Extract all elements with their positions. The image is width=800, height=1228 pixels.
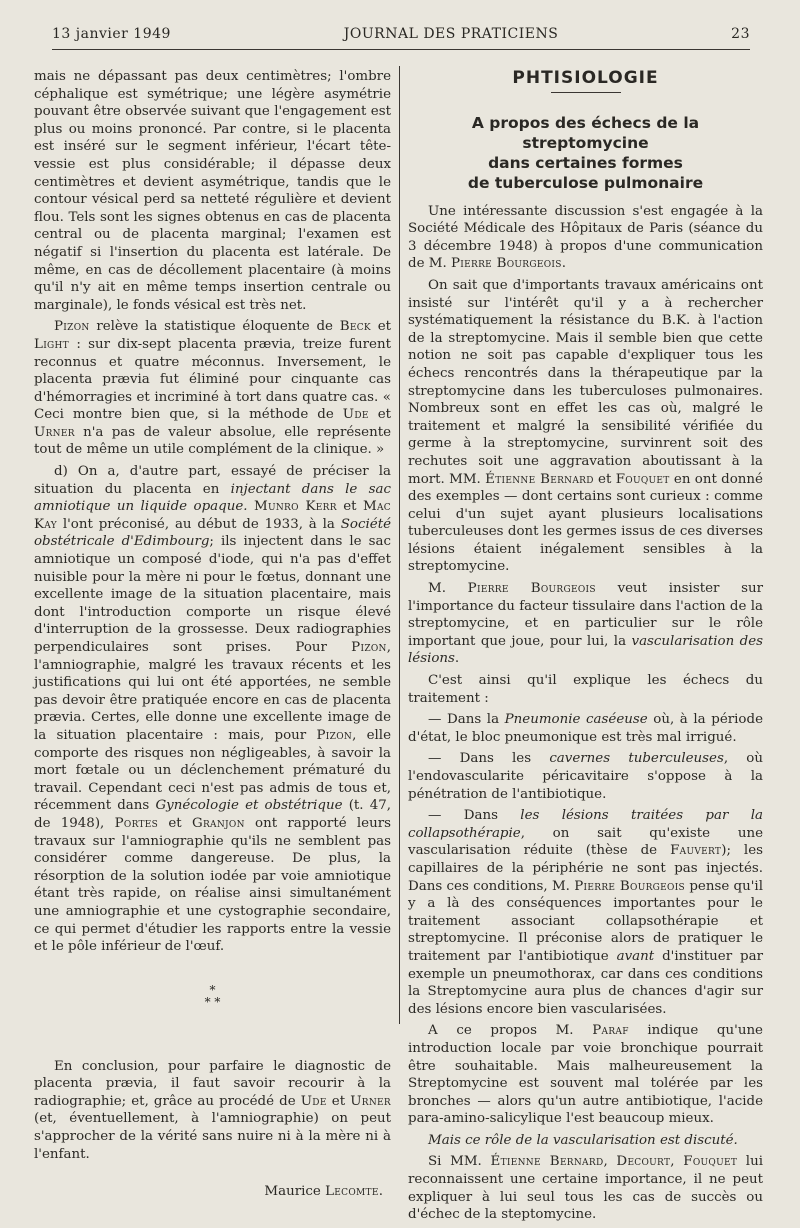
text-run: l'ont préconisé, au début de 1933, à la — [56, 516, 341, 532]
author-name: Pierre Bourgeois — [467, 581, 596, 597]
text-run: en ont donné des exemples — dont certains sont curieux : comme celui d'un sujet ayant plusieurs localisations tuberculeuses dont les germes issus de ces diverses lésions étaient inégalement sensibles à la streptomycine. — [408, 471, 763, 575]
text-run: , — [603, 1154, 617, 1170]
column-divider — [399, 66, 400, 1024]
author-name: Étienne Bernard — [490, 1154, 604, 1170]
text-run: ); les capillaires de la périphérie ne sont pas injectés. Dans ces conditions, M. — [408, 843, 763, 894]
text-run: — Dans les — [428, 751, 550, 767]
paragraph: C'est ainsi qu'il explique les échecs du traitement : — [408, 673, 763, 706]
paragraph: Mais ce rôle de la vascularisation est discuté. — [428, 1132, 738, 1148]
text-run: ; ils injectent dans le sac amniotique un composé d'iode, qui n'a pas d'effet nuisible pour la mère ni pour le fœtus, donnant une excellente image de la situation placentaire, mais dont l'introduction comporte un risque élevé d'interruption de la grossesse. Deux radiographies perpendiculaires sont prises. Pour — [34, 534, 391, 655]
text-run: , — [670, 1154, 684, 1170]
text-run: — Dans — [428, 808, 521, 824]
author-name: Pierre Bourgeois — [574, 878, 686, 894]
paragraph — [408, 750, 763, 803]
author-name: Light — [34, 336, 69, 352]
text-run: d) On a, d'autre part, essayé de préciser la situation du placenta en — [34, 464, 391, 497]
paragraph — [408, 711, 763, 746]
text-run: A ce propos M. — [428, 1023, 593, 1039]
author-name: Urner — [34, 424, 75, 440]
emphasis: vascularisation des lésions — [408, 633, 763, 667]
text-run: (et, éventuellement, à l'amniographie) on peut s'approcher de la vérité sans nuire ni à la mère ni à l'enfant. — [34, 1111, 391, 1162]
left-column — [34, 68, 391, 1201]
text-run: Si MM. — [428, 1154, 491, 1170]
author-name: Beck — [339, 319, 371, 335]
text-run: indique qu'une introduction locale par voie bronchique pourrait être souhaitable. Mais malheureusement la Streptomycine est souvent mal tolérée par les bronches — alors qu'un autre antibiotique, l'acide para-amino-salicylique l'est beaucoup mieux. — [408, 1023, 763, 1127]
author-name: Fouquet — [615, 471, 670, 487]
author-name: Paraf — [592, 1023, 629, 1039]
article-title-line: de tuberculose pulmonaire — [467, 173, 704, 192]
text-run: Une intéressante discussion s'est engagée à la Société Médicale des Hôpitaux de Paris (séance du 3 décembre 1948) à propos d'une communication de M. — [408, 203, 763, 272]
text-run: lui reconnaissent une certaine importance, il ne peut expliquer à lui seul tous les cas de succès ou d'échec de la steptomycine. — [408, 1154, 763, 1223]
paragraph — [34, 1058, 391, 1164]
text-run: et — [593, 471, 616, 487]
header-journal-title: JOURNAL DES PRATICIENS — [343, 26, 559, 42]
emphasis: les lésions traitées par la collapsothérapie — [408, 808, 763, 841]
section-heading: PHTISIOLOGIE — [512, 68, 659, 88]
paragraph — [408, 1022, 763, 1128]
paragraph — [408, 807, 763, 1018]
author-name: Pizon — [351, 640, 387, 655]
emphasis: cavernes tuberculeuses — [549, 751, 724, 767]
text-run: relève la statistique éloquente de — [89, 319, 340, 335]
signature-first-name: Maurice — [264, 1184, 326, 1200]
text-run: (t. 47, de 1948), — [34, 798, 392, 831]
text-run: ont rapporté leurs travaux sur l'amniographie qu'ils ne semblent pas considérer comme dangereuse. De plus, la résorption de la solution iodée par voie amniotique étant très rapide, on réalise ainsi simultanément une amniographie et une cystographie secondaire, ce qui permet d'étudier les rapports entre la vessie et le pôle inférieur de l'œuf. — [34, 815, 391, 955]
text-run: . — [454, 651, 460, 667]
author-name: Portes — [114, 815, 159, 831]
header-date: 13 janvier 1949 — [52, 26, 171, 42]
emphasis: avant — [616, 948, 655, 964]
text-run: : sur dix-sept placenta prævia, treize furent reconnus et quatre méconnus. Inversement, le placenta prævia fut éliminé pour cinquante cas d'hémorragies et incriminé à tort dans quatre cas. « Ceci montre bien que, si la méthode de — [34, 336, 391, 423]
emphasis: Pneumonie caséeuse — [504, 712, 648, 728]
separator-stars: * * — [204, 994, 221, 1009]
paragraph — [408, 277, 763, 576]
author-name: Fouquet — [683, 1154, 738, 1170]
emphasis: injectant dans le sac amniotique un liquide opaque. — [34, 481, 391, 515]
text-run: d'instituer par exemple un pneumothorax, car dans ces conditions la Streptomycine aura plus de chances d'agir sur des lésions encore bien vascularisées. — [408, 948, 763, 1017]
separator-star: * — [209, 982, 216, 997]
text-run: veut insister sur l'importance du facteur tissulaire dans l'action de la streptomycine, et en particulier sur le rôle important que joue, pour lui, la — [408, 581, 763, 649]
header-rule — [52, 49, 750, 50]
text-run: et — [326, 1093, 351, 1109]
emphasis: Gynécologie et obstétrique — [155, 798, 343, 814]
text-run: . — [561, 256, 567, 272]
author-name: Granjon — [191, 815, 245, 831]
text-run: et — [336, 499, 363, 515]
author-name: Pierre Bourgeois — [450, 256, 562, 272]
right-column — [408, 68, 763, 1228]
author-name: Urner — [350, 1093, 391, 1109]
author-name: Ude — [300, 1093, 327, 1109]
paragraph — [408, 580, 763, 668]
paragraph — [408, 1153, 763, 1223]
signature-end: . — [378, 1184, 383, 1200]
page-header — [52, 26, 750, 48]
author-name: Decourt — [616, 1154, 671, 1170]
text-run: M. — [428, 581, 468, 597]
paragraph: mais ne dépassant pas deux centimètres; l'ombre céphalique est symétrique; une légère asymétrie pouvant être observée suivant que l'engagement est plus ou moins prononcé. Par contre, si le placenta est inséré sur le segment inférieur, l'écart tête-vessie est plus considérable; il dépasse deux centimètres et devient asymétrique, tandis que le contour vésical perd sa netteté régulière et devient flou. Tels sont les signes obtenus en cas de placenta central ou de placenta marginal; l'examen est négatif si l'insertion du placenta est latérale. De même, en cas de décollement placentaire (à moins qu'il n'y ait en même temps insertion centrale ou marginale), le fonds vésical est très net. — [34, 69, 391, 313]
text-run: et — [158, 815, 192, 831]
author-name: Ude — [342, 407, 369, 423]
paragraph — [34, 318, 391, 459]
text-run: où, à la période d'état, le bloc pneumonique est très mal irrigué. — [408, 712, 763, 745]
header-page-number: 23 — [731, 26, 750, 42]
text-run: , l'amniographie, malgré les travaux récents et les justifications qui lui ont été apportées, ne semble pas devoir être pratiquée encore en cas de placenta prævia. Certes, elle donne une excellente image de la situation placentaire : mais, pour — [34, 640, 391, 743]
article-title — [408, 113, 763, 193]
text-run: et — [370, 319, 392, 335]
article-title-line: dans certaines formes — [488, 153, 683, 172]
paragraph — [34, 463, 391, 956]
text-run: , elle comporte des risques non négligeables, à savoir la mort fœtale ou un déclenchement prématuré du travail. Cependant ceci n'est pas admis de tous et, récemment dans — [34, 727, 391, 814]
text-run: n'a pas de valeur absolue, elle représente tout de même un utile complément de la clinique. » — [34, 424, 391, 458]
text-run: On sait que d'importants travaux américains ont insisté sur l'intérêt qu'il y a à rechercher systématiquement la résistance du B.K. à l'action de la streptomycine. Mais il semble bien que cette notion ne soit pas capable d'expliquer tous les échecs rencontrés dans la thérapeutique par la streptomycine dans les tuberculoses pulmonaires. Nombreux sont en effet les cas où, malgré le traitement et malgré la sensibilité vérifiée du germe à la streptomycine, survinrent soit des rechutes soit une aggravation aboutissant à la mort. MM. — [408, 277, 763, 487]
text-run: — Dans la — [428, 712, 505, 728]
text-run: pense qu'il y a là des conséquences importantes pour le traitement associant collapsothérapie et streptomycine. Il préconise alors de pratiquer le traitement par l'antibiotique — [408, 878, 763, 964]
text-run: et — [368, 407, 391, 423]
author-name: Mac Kay — [34, 499, 391, 532]
author-name: Pizon — [316, 727, 353, 743]
text-run: , on sait qu'existe une vascularisation réduite (thèse de — [408, 825, 763, 859]
section-separator — [34, 984, 391, 1008]
author-name: Étienne Bernard — [485, 471, 594, 487]
article-signature — [34, 1183, 391, 1201]
paragraph — [408, 203, 763, 273]
author-name: Munro Kerr — [253, 499, 337, 515]
text-run: , où l'endovascularite péricavitaire s'oppose à la pénétration de l'antibiotique. — [408, 751, 763, 802]
signature-last-name: Lecomte — [325, 1184, 379, 1200]
author-name: Fauvert — [670, 843, 722, 859]
section-heading-rule — [551, 92, 621, 93]
author-name: Pizon — [54, 319, 90, 335]
emphasis: Société obstétricale d'Edimbourg — [34, 516, 391, 550]
article-title-line: A propos des échecs de la streptomycine — [471, 113, 700, 152]
text-run: En conclusion, pour parfaire le diagnostic de placenta prævia, il faut savoir recourir à la radiographie; et, grâce au procédé de — [34, 1058, 391, 1109]
